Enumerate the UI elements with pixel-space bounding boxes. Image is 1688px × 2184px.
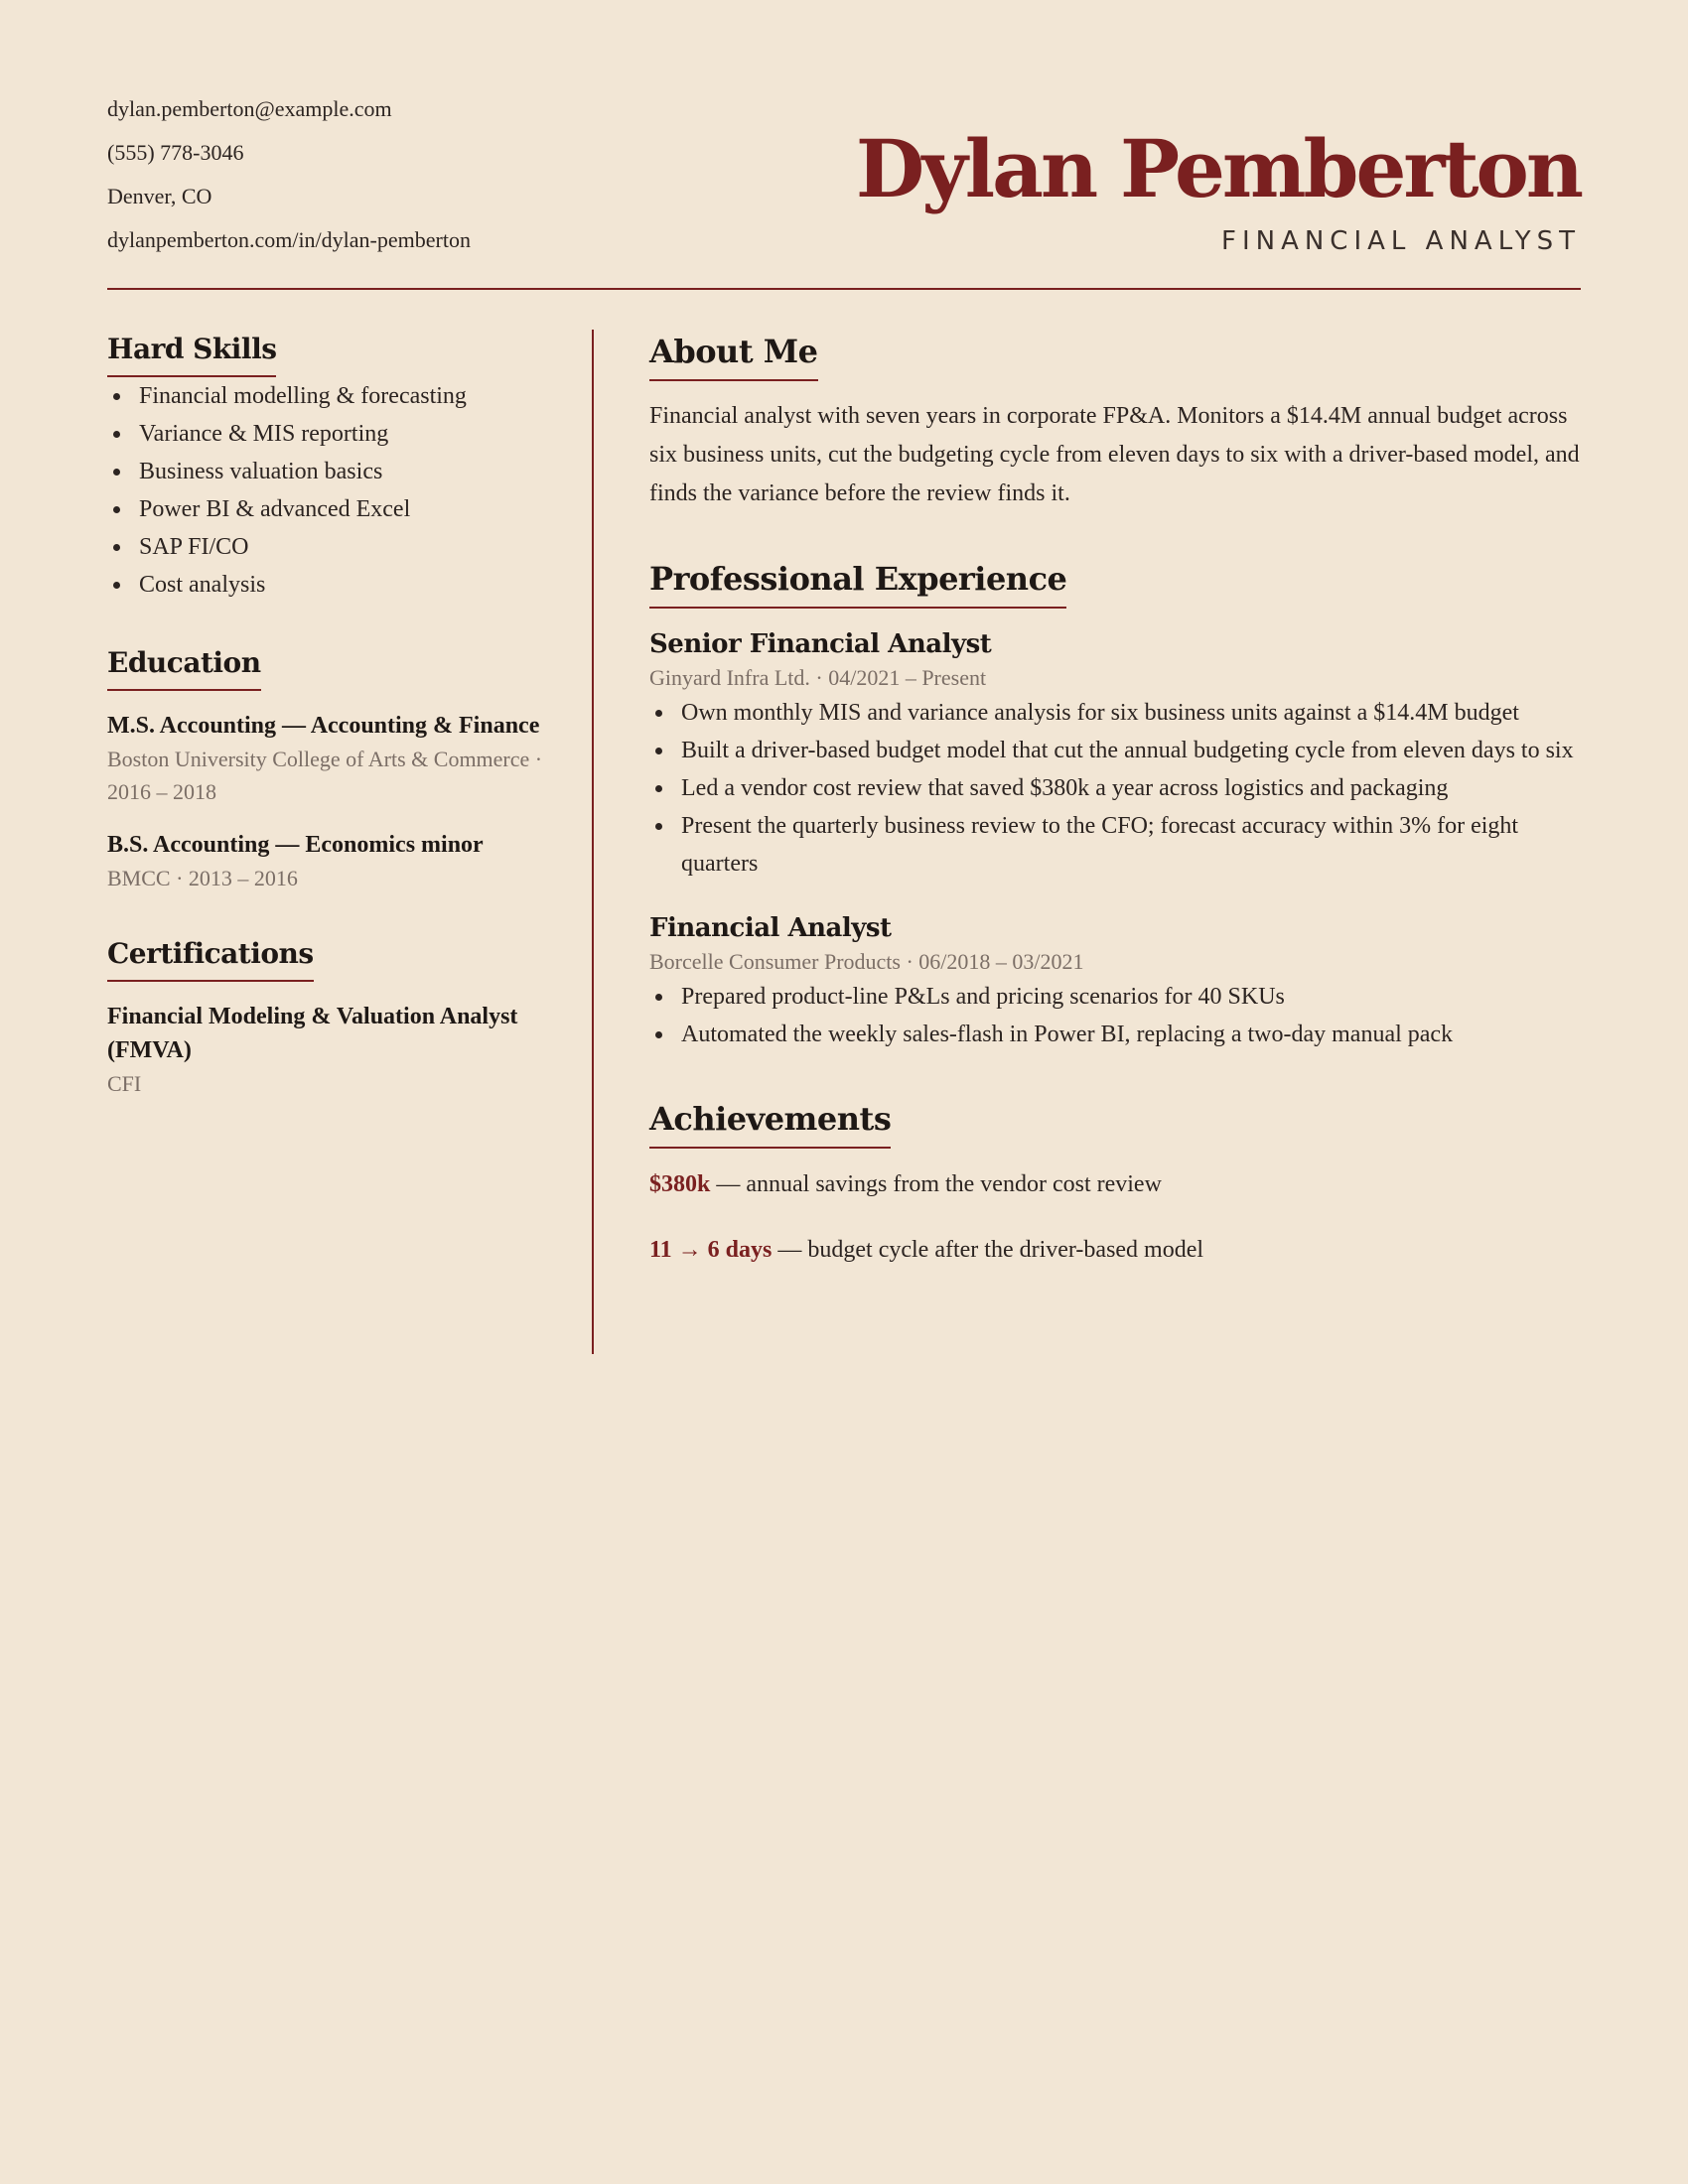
contact-website[interactable]: dylanpemberton.com/in/dylan-pemberton (107, 227, 471, 252)
achievements-heading: Achievements (649, 1097, 891, 1149)
degree-title: M.S. Accounting — Accounting & Finance (107, 713, 540, 739)
achievements-section (649, 1097, 1581, 1268)
about-heading: About Me (649, 330, 818, 381)
achievement-value: $380k (649, 1171, 711, 1197)
list-item: Built a driver-based budget model that cut the annual budgeting cycle from eleven days to six (649, 732, 1581, 769)
job-meta: Ginyard Infra Ltd. · 04/2021 – Present (649, 665, 987, 690)
list-item: Power BI & advanced Excel (107, 490, 544, 528)
certifications-heading: Certifications (107, 934, 314, 982)
certifications-section (107, 934, 544, 1100)
experience-section (649, 557, 1581, 1053)
experience-heading: Professional Experience (649, 557, 1066, 609)
achievement-item (649, 1232, 1581, 1268)
hard-skills-section (107, 330, 544, 604)
list-item: Own monthly MIS and variance analysis for six business units against a $14.4M budget (649, 694, 1581, 732)
left-column (107, 330, 544, 1100)
job-entry (649, 910, 1581, 1053)
certification-entry (107, 1000, 544, 1100)
job-bullets (649, 978, 1581, 1053)
job-title: Financial Analyst (649, 913, 892, 943)
degree-title: B.S. Accounting — Economics minor (107, 832, 484, 858)
candidate-role: FINANCIAL ANALYST (1221, 226, 1581, 256)
column-divider (592, 330, 594, 1354)
resume-header (107, 87, 1581, 290)
about-text: Financial analyst with seven years in corporate FP&A. Monitors a $14.4M annual budget across six business units, cut the budgeting cycle from eleven days to six with a driver-based model, and finds the variance before the review finds it. (649, 403, 1580, 506)
job-bullets (649, 694, 1581, 883)
certification-name: Financial Modeling & Valuation Analyst (FMVA) (107, 1004, 518, 1063)
education-entry (107, 709, 544, 808)
hard-skills-list (107, 377, 544, 604)
education-entry (107, 828, 544, 894)
contact-email[interactable]: dylan.pemberton@example.com (107, 96, 392, 121)
list-item: Cost analysis (107, 566, 544, 604)
list-item: Financial modelling & forecasting (107, 377, 544, 415)
achievement-text: — budget cycle after the driver-based model (772, 1237, 1204, 1263)
hard-skills-heading: Hard Skills (107, 330, 276, 377)
list-item: Led a vendor cost review that saved $380k a year across logistics and packaging (649, 769, 1581, 807)
education-heading: Education (107, 643, 261, 691)
job-meta: Borcelle Consumer Products · 06/2018 – 03/2021 (649, 949, 1084, 974)
list-item: Present the quarterly business review to the CFO; forecast accuracy within 3% for eight quarters (649, 807, 1581, 883)
achievement-item (649, 1166, 1581, 1202)
right-column (649, 330, 1581, 1268)
list-item: Variance & MIS reporting (107, 415, 544, 453)
candidate-name: Dylan Pemberton (855, 122, 1581, 215)
list-item: Prepared product-line P&Ls and pricing scenarios for 40 SKUs (649, 978, 1581, 1016)
about-section (649, 330, 1581, 513)
identity-block (856, 119, 1581, 256)
achievement-text: — annual savings from the vendor cost review (710, 1171, 1162, 1197)
resume-body (107, 330, 1581, 1354)
contact-location: Denver, CO (107, 184, 212, 208)
job-entry (649, 626, 1581, 883)
list-item: Automated the weekly sales-flash in Power BI, replacing a two-day manual pack (649, 1016, 1581, 1053)
contact-info (107, 87, 471, 262)
achievement-value: 11 → 6 days (649, 1237, 773, 1263)
contact-phone[interactable]: (555) 778-3046 (107, 140, 244, 165)
degree-meta: Boston University College of Arts & Commerce · 2016 – 2018 (107, 747, 543, 804)
degree-meta: BMCC · 2013 – 2016 (107, 866, 298, 890)
job-title: Senior Financial Analyst (649, 629, 992, 659)
list-item: Business valuation basics (107, 453, 544, 490)
list-item: SAP FI/CO (107, 528, 544, 566)
resume-page (107, 87, 1581, 1354)
education-section (107, 643, 544, 894)
certification-issuer: CFI (107, 1071, 142, 1096)
